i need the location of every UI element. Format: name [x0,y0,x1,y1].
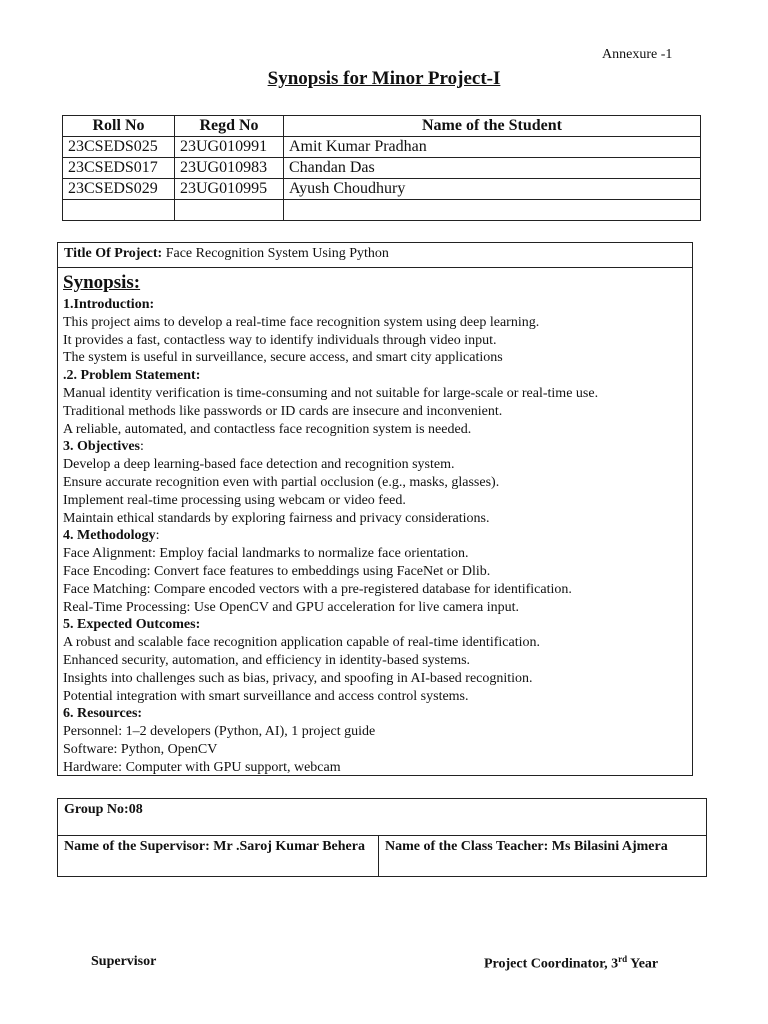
section-heading-text: 4. Methodology [63,528,156,544]
section-line: Ensure accurate recognition even with partial occlusion (e.g., masks, glasses). [63,474,500,490]
student-name-cell [284,200,701,221]
annexure-label: Annexure -1 [602,47,673,62]
section-line: Face Encoding: Convert face features to embeddings using FaceNet or Dlib. [63,563,491,579]
regd-no-cell: 23UG010995 [175,179,284,200]
synopsis-box [57,242,693,776]
supervisor-signature-label: Supervisor [91,954,157,969]
project-title-value: Face Recognition System Using Python [162,246,389,261]
roll-no-cell [63,200,175,221]
synopsis-body [58,268,692,777]
section-line: Manual identity verification is time-consuming and not suitable for large-scale or real-time use. [63,385,599,401]
table-row [63,200,701,221]
section-line: Implement real-time processing using webcam or video feed. [63,492,406,508]
supervisor-name: Name of the Supervisor: Mr .Saroj Kumar Behera [58,836,379,877]
group-number: Group No:08 [58,799,707,836]
project-title-label: Title Of Project: [64,246,163,261]
regd-no-cell: 23UG010983 [175,158,284,179]
section-line: The system is useful in surveillance, secure access, and smart city applications [63,350,503,366]
section-line: Maintain ethical standards by exploring fairness and privacy considerations. [63,510,490,526]
header-regd-no: Regd No [175,116,284,137]
section-heading-text: 3. Objectives [63,439,140,455]
section-heading-text: 6. Resources: [63,706,143,722]
synopsis-sections [63,296,687,777]
section-line: Traditional methods like passwords or ID cards are insecure and inconvenient. [63,403,503,419]
roll-no-cell: 23CSEDS029 [63,179,175,200]
section-line: A robust and scalable face recognition application capable of real-time identification. [63,635,540,651]
section-line: Potential integration with smart surveillance and access control systems. [63,688,469,704]
roll-no-cell: 23CSEDS017 [63,158,175,179]
document-title: Synopsis for Minor Project-I [267,68,501,89]
coordinator-label-ordinal: rd [618,954,628,964]
section-line: Enhanced security, automation, and efficiency in identity-based systems. [63,652,471,668]
section-line: A reliable, automated, and contactless face recognition system is needed. [63,421,472,437]
section-line: Real-Time Processing: Use OpenCV and GPU acceleration for live camera input. [63,599,520,615]
section-heading [63,438,687,456]
section-heading [63,527,687,545]
coordinator-label-suffix: Year [627,956,659,972]
header-roll-no: Roll No [63,116,175,137]
regd-no-cell: 23UG010991 [175,137,284,158]
project-title-row [58,243,692,268]
student-name-cell: Chandan Das [284,158,701,179]
section-line: Insights into challenges such as bias, privacy, and spoofing in AI-based recognition. [63,670,533,686]
section-line: Face Alignment: Employ facial landmarks to normalize face orientation. [63,546,469,562]
student-table-header [63,116,701,137]
section-line: Software: Python, OpenCV [63,741,218,757]
synopsis-heading: Synopsis: [63,272,141,293]
student-name-cell: Ayush Choudhury [284,179,701,200]
section-line: Personnel: 1–2 developers (Python, AI), 1 project guide [63,724,376,740]
section-line: Develop a deep learning-based face detection and recognition system. [63,457,455,473]
section-heading-text: .2. Problem Statement: [63,368,201,384]
section-heading-text: 1.Introduction: [63,297,155,312]
student-table [62,115,701,221]
section-heading [63,296,687,314]
section-line: It provides a fast, contactless way to identify individuals through video input. [63,332,497,348]
section-heading [63,705,687,723]
section-heading-suffix: : [155,528,160,544]
group-table [57,798,707,877]
section-heading-suffix: : [139,439,144,455]
class-teacher-name: Name of the Class Teacher: Ms Bilasini Ajmera [379,836,707,877]
section-heading [63,616,687,634]
section-line: Hardware: Computer with GPU support, webcam [63,759,341,775]
section-heading [63,367,687,385]
student-name-cell: Amit Kumar Pradhan [284,137,701,158]
roll-no-cell: 23CSEDS025 [63,137,175,158]
table-row [63,179,701,200]
coordinator-label-prefix: Project Coordinator, 3 [484,956,619,972]
table-row [63,158,701,179]
section-line: Face Matching: Compare encoded vectors with a pre-registered database for identification. [63,581,572,597]
regd-no-cell [175,200,284,221]
coordinator-signature-label [484,954,658,973]
table-row [63,137,701,158]
section-heading-text: 5. Expected Outcomes: [63,617,201,633]
header-student-name: Name of the Student [284,116,701,137]
section-line: This project aims to develop a real-time face recognition system using deep learning. [63,314,540,330]
